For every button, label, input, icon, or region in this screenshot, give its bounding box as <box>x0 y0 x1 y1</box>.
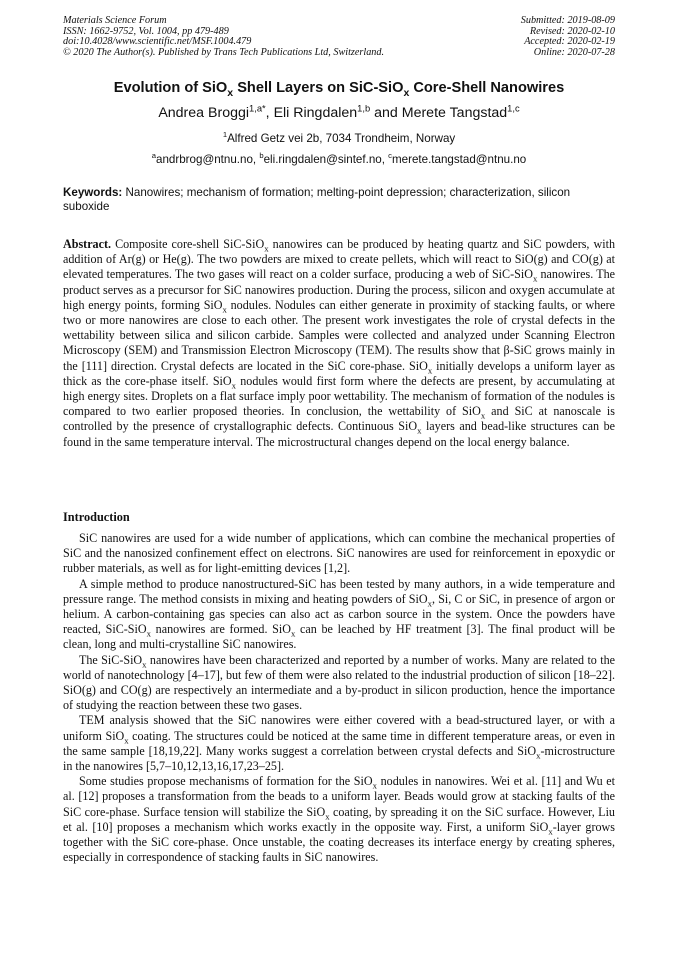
author-emails: $^a$andrbrog@ntnu.no, $^b$eli.ringdalen@sintef.no, $^c$merete.tangstad@ntnu.no <box>151 151 527 166</box>
paragraph: A simple method to produce nanostructured-SiC has been tested by many authors, in a wide temperature and pressure range. The method consists in mixing and heating powders of SiO$_x$, Si, C or SiC, in presence of argon or helium. A carbon-containing gas species can also act as carbon source in the system. Once the powders have reacted, SiC-SiO$_x$ nanowires are formed. SiO$_x$ can be leached by HF treatment [3]. The final product will be clean, long and multi-crystalline SiC nanowires. <box>63 576 616 652</box>
author-name: Eli Ringdalen <box>273 105 358 121</box>
keywords-label: Keywords: <box>63 186 123 199</box>
introduction-body <box>63 531 615 865</box>
author-name: Merete Tangstad <box>401 105 508 121</box>
section-heading-introduction: Introduction <box>63 510 130 524</box>
accepted-date: Accepted: 2020-02-19 <box>524 36 615 48</box>
revised-date: Revised: 2020-02-10 <box>529 25 615 37</box>
keywords: Keywords: Nanowires; mechanism of formation; melting-point depression; characterization, silicon suboxide <box>63 186 571 214</box>
journal-header-right <box>521 16 615 58</box>
paragraph: SiC nanowires are used for a wide number of applications, which can combine the mechanical properties of SiC and the nanosized confinement effect on electrons. SiC nanowires are used for reinforcement in epoxydic or rubber materials, as well as for light-emitting devices [1,2]. <box>63 531 615 576</box>
author-name: Andrea Broggi <box>158 105 250 121</box>
copyright-line: © 2020 The Author(s). Published by Trans Tech Publications Ltd, Switzerland. <box>63 46 385 58</box>
doi-line: doi:10.4028/www.scientific.net/MSF.1004.479 <box>63 36 252 48</box>
journal-header-left <box>63 16 384 58</box>
abstract: Abstract. Composite core-shell SiC-SiO$_x$ nanowires can be produced by heating quartz and SiC powders, with addition of Ar(g) or He(g). The two powders are mixed to create pellets, which will react to SiO(g) and CO(g) at elevated temperatures. The two gases will react on a colder surface, producing a web of SiC-SiO$_x$ nanowires. The product serves as a precursor for SiC nanowires production. During the process, silicon and oxygen accumulate at high energy points, forming SiO$_x$ nodules. Nodules can either generate in proximity of stacking faults, or where two or more nanowires are close to each other. The present work investigates the role of crystal defects in the wettability between silica and silicon carbide. Samples were collected and analyzed under Scanning Electron Microscopy (SEM) and Transmission Electron Microscopy (TEM). The results show that β-SiC grows mainly in the [111] direction. Crystal defects are located in the SiC core-phase. SiO$_x$ initially develops a uniform layer as thick as the core-phase itself. SiO$_x$ nodules would first form where the defects are present, by accumulating at high energy sites. Droplets on a flat surface imply poor wettability. The mechanism of formation of the nodules is compared to two earlier proposed theories. In conclusion, the wettability of SiO$_x$ and SiC at nanoscale is controlled by the presence of crystallographic defects. Continuous SiO$_x$ layers and bead-like structures can be found in the same temperature interval. The microstructural changes depend on the local energy balance. <box>63 237 616 449</box>
journal-name: Materials Science Forum <box>63 15 167 26</box>
paper-title: Evolution of SiO$_x$ Shell Layers on SiC-SiO$_x$ Core-Shell Nanowires <box>113 80 565 99</box>
affiliation: $^1$Alfred Getz vei 2b, 7034 Trondheim, Norway <box>222 130 456 145</box>
paragraph: Some studies propose mechanisms of formation for the SiO$_x$ nodules in nanowires. Wei et al. [11] and Wu et al. [12] proposes a transformation from the beads to a uniform layer. Beads would grow at stacking faults of the SiC core-phase. Surface tension will stabilize the SiO$_x$ coating, by spreading it on the SiC surface. However, Liu et al. [10] proposes a mechanism which works exactly in the opposite way. First, a uniform SiO$_x$-layer grows together with the SiC core-phase. Once unstable, the coating decreases its interface energy by creating spheres, especially in correspondence of stacking faults in SiC nanowires. <box>63 774 615 865</box>
paragraph: TEM analysis showed that the SiC nanowires were either covered with a bead-structured layer, or with a uniform SiO$_x$ coating. The structures could be noticed at the same time in different temperature areas, or even in the same sample [18,19,22]. Many works suggest a correlation between crystal defects and SiO$_x$-microstructure in the nanowires [5,7–10,12,13,16,17,23–25]. <box>63 713 615 774</box>
paragraph: The SiC-SiO$_x$ nanowires have been characterized and reported by a number of works. Many are related to the world of nanotechnology [4–17], but few of them were also related to the industrial production of silicon [18–22]. SiO(g) and CO(g) are respectively an intermediate and a by-product in silicon production, hence the importance of studying the reaction between these two gases. <box>63 652 615 713</box>
issn-line: ISSN: 1662-9752, Vol. 1004, pp 479-489 <box>63 25 229 37</box>
submitted-date: Submitted: 2019-08-09 <box>520 15 615 26</box>
online-date: Online: 2020-07-28 <box>533 46 615 58</box>
author-list: Andrea Broggi$^{1,a*}$, Eli Ringdalen$^{1,b}$ and Merete Tangstad$^{1,c}$ <box>158 103 520 121</box>
abstract-label: Abstract. <box>63 237 112 251</box>
